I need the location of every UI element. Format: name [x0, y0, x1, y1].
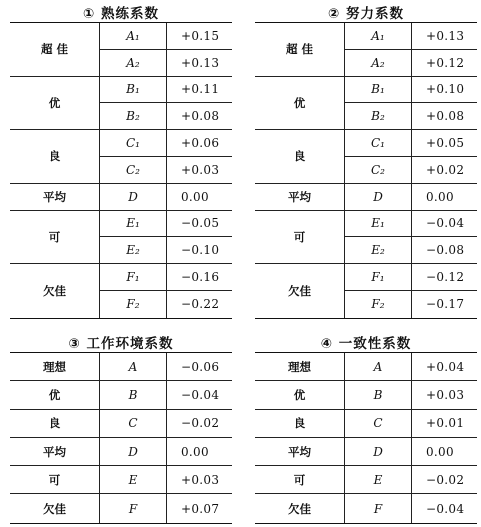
coefficient-value: +0.01 [411, 410, 477, 438]
grade-label: 平均 [255, 184, 344, 211]
grade-label: 良 [10, 130, 99, 184]
coefficient-value: 0.00 [411, 184, 477, 211]
grade-label: 超 佳 [255, 23, 344, 77]
class-code: F [99, 494, 166, 522]
class-code: A₁ [344, 23, 411, 50]
grade-label: 欠佳 [43, 501, 66, 516]
table-skill-panel [10, 0, 232, 326]
class-code: B [344, 381, 411, 409]
class-code: E [99, 466, 166, 494]
grade-label: 理想 [10, 353, 99, 381]
coefficient-value: −0.17 [411, 291, 477, 318]
grade-label: 可 [10, 466, 99, 494]
coefficient-value: −0.04 [411, 211, 477, 238]
coefficient-value: −0.08 [411, 237, 477, 264]
class-code: C₂ [99, 157, 166, 184]
class-code: C₂ [344, 157, 411, 184]
grade-label: 优 [10, 77, 99, 131]
grade-label: 优 [10, 381, 99, 409]
table-grid [10, 352, 232, 524]
coefficient-value: −0.02 [166, 410, 232, 438]
grade-label: 良 [255, 410, 344, 438]
class-code: A [344, 353, 411, 381]
coefficient-value: +0.08 [411, 103, 477, 130]
coefficient-value: −0.12 [411, 264, 477, 291]
grade-label: 良 [10, 410, 99, 438]
table-title: ① 熟练系数 [82, 6, 160, 22]
table-conditions-panel [10, 330, 232, 525]
coefficient-value: 0.00 [166, 438, 232, 466]
class-code: E₁ [344, 211, 411, 238]
class-code: B₂ [99, 103, 166, 130]
coefficient-value: +0.02 [411, 157, 477, 184]
grade-label: 欠佳 [288, 283, 311, 298]
coefficient-value: +0.08 [166, 103, 232, 130]
class-code: B₂ [344, 103, 411, 130]
class-code: E₂ [99, 237, 166, 264]
class-code: A₁ [99, 23, 166, 50]
table-consistency-panel [255, 330, 477, 525]
grade-label: 理想 [255, 353, 344, 381]
class-code: A [99, 353, 166, 381]
coefficient-value: +0.13 [411, 23, 477, 50]
class-code: F₁ [99, 264, 166, 291]
coefficient-value: 0.00 [166, 184, 232, 211]
class-code: F [344, 494, 411, 522]
coefficient-value: +0.12 [411, 50, 477, 77]
grade-label: 优 [255, 381, 344, 409]
class-code: C₁ [99, 130, 166, 157]
coefficient-value: +0.13 [166, 50, 232, 77]
grade-label: 可 [255, 466, 344, 494]
coefficient-value: +0.10 [411, 77, 477, 104]
class-code: D [99, 438, 166, 466]
coefficient-value: −0.16 [166, 264, 232, 291]
class-code: F₁ [344, 264, 411, 291]
grade-label: 良 [255, 130, 344, 184]
coefficient-value: −0.05 [166, 211, 232, 238]
coefficient-value: +0.06 [166, 130, 232, 157]
coefficient-value: +0.03 [166, 466, 232, 494]
coefficient-value: 0.00 [411, 438, 477, 466]
table-title: ② 努力系数 [327, 6, 405, 22]
class-code: B₁ [99, 77, 166, 104]
class-code: C [344, 410, 411, 438]
coefficient-value: −0.10 [166, 237, 232, 264]
coefficient-value: −0.06 [166, 353, 232, 381]
class-code: B [99, 381, 166, 409]
coefficient-value: +0.11 [166, 77, 232, 104]
grade-label: 平均 [10, 438, 99, 466]
class-code: A₂ [344, 50, 411, 77]
class-code: D [344, 184, 411, 211]
coefficient-value: +0.07 [166, 494, 232, 522]
grade-label: 欠佳 [43, 283, 66, 298]
class-code: F₂ [344, 291, 411, 318]
class-code: E₁ [99, 211, 166, 238]
grade-label: 平均 [10, 184, 99, 211]
coefficient-value: +0.03 [166, 157, 232, 184]
coefficient-value: −0.04 [166, 381, 232, 409]
class-code: D [99, 184, 166, 211]
grade-label: 可 [255, 211, 344, 265]
coefficient-value: +0.05 [411, 130, 477, 157]
table-title: ④ 一致性系数 [320, 336, 412, 352]
grade-label: 可 [10, 211, 99, 265]
grade-label: 欠佳 [288, 501, 311, 516]
coefficient-value: −0.22 [166, 291, 232, 318]
class-code: C₁ [344, 130, 411, 157]
class-code: E₂ [344, 237, 411, 264]
table-title: ③ 工作环境系数 [68, 336, 174, 352]
class-code: B₁ [344, 77, 411, 104]
class-code: E [344, 466, 411, 494]
class-code: F₂ [99, 291, 166, 318]
class-code: A₂ [99, 50, 166, 77]
coefficient-value: −0.04 [411, 494, 477, 522]
coefficient-value: −0.02 [411, 466, 477, 494]
coefficient-value: +0.03 [411, 381, 477, 409]
table-effort-panel [255, 0, 477, 326]
table-grid [10, 22, 232, 319]
class-code: C [99, 410, 166, 438]
coefficient-value: +0.15 [166, 23, 232, 50]
class-code: D [344, 438, 411, 466]
coefficient-value: +0.04 [411, 353, 477, 381]
grade-label: 平均 [255, 438, 344, 466]
table-grid [255, 352, 477, 524]
grade-label: 超 佳 [10, 23, 99, 77]
table-grid [255, 22, 477, 319]
grade-label: 优 [255, 77, 344, 131]
